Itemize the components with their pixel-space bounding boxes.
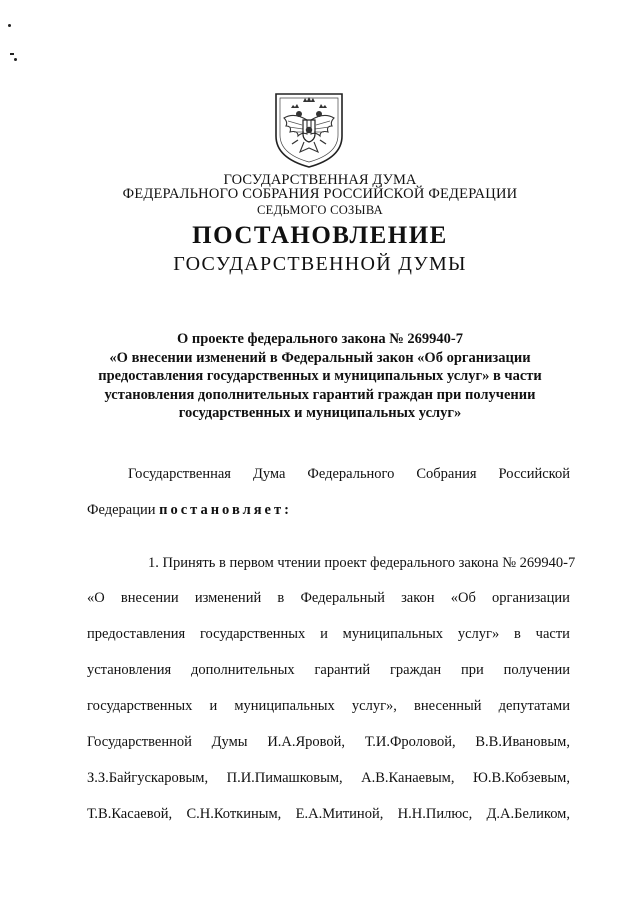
word: Д.А.Беликом, <box>486 806 570 822</box>
word: Российской <box>498 466 570 482</box>
word: А.В.Канаевым, <box>361 770 455 786</box>
word: услуг», <box>351 698 397 714</box>
word: в <box>514 626 521 642</box>
word: «О <box>87 590 105 606</box>
word: Собрания <box>416 466 477 482</box>
word: организации <box>492 590 570 606</box>
resolution-verb: постановляет: <box>159 502 292 518</box>
word: услуг» <box>457 626 500 642</box>
word: при <box>461 662 484 678</box>
word: Федерации <box>87 502 156 518</box>
word: И.А.Яровой, <box>267 734 346 750</box>
word: государственных <box>199 626 306 642</box>
item-1-line <box>87 626 570 643</box>
word: Ю.В.Кобзевым, <box>473 770 570 786</box>
word: Государственная <box>128 466 231 482</box>
word: части <box>535 626 570 642</box>
document-title: ПОСТАНОВЛЕНИЕ <box>192 222 448 249</box>
word: Н.Н.Пилюс, <box>397 806 473 822</box>
word: и <box>320 626 328 642</box>
preamble-line <box>87 502 292 519</box>
scan-speck <box>10 53 14 55</box>
bill-title-line: «О внесении изменений в Федеральный закон «Об организации <box>109 349 531 366</box>
word: Е.А.Митиной, <box>295 806 384 822</box>
item-1-line <box>87 662 570 679</box>
document-subtitle: ГОСУДАРСТВЕННОЙ ДУМЫ <box>173 253 467 275</box>
convocation: СЕДЬМОГО СОЗЫВА <box>257 203 383 217</box>
word: Государственной <box>87 734 192 750</box>
word: Федеральный <box>300 590 385 606</box>
parliament-name: ГОСУДАРСТВЕННАЯ ДУМА <box>223 172 417 188</box>
word: Т.В.Касаевой, <box>87 806 173 822</box>
word: муниципальных <box>234 698 335 714</box>
scan-speck <box>14 58 17 61</box>
word: Думы <box>211 734 248 750</box>
word: С.Н.Коткиным, <box>186 806 282 822</box>
word: внесенный <box>414 698 482 714</box>
word: З.З.Байгускаровым, <box>87 770 209 786</box>
preamble-line <box>128 466 570 483</box>
word: государственных <box>87 698 193 714</box>
scan-speck <box>8 24 11 27</box>
word: В.В.Ивановым, <box>475 734 570 750</box>
bill-title-line: О проекте федерального закона № 269940-7 <box>176 331 464 347</box>
federal-assembly-name: ФЕДЕРАЛЬНОГО СОБРАНИЯ РОССИЙСКОЙ ФЕДЕРАЦИИ <box>122 186 518 202</box>
word: установления <box>87 662 172 678</box>
bill-title-line: государственных и муниципальных услуг» <box>178 405 462 421</box>
item-1-line <box>87 770 570 787</box>
word: и <box>209 698 218 714</box>
bill-title-line: предоставления государственных и муниципальных услуг» в части <box>98 368 542 384</box>
word: Т.И.Фроловой, <box>364 734 456 750</box>
word: изменений <box>194 590 262 606</box>
word: Дума <box>252 466 286 482</box>
item-1-line <box>87 698 570 715</box>
word: депутатами <box>498 698 570 714</box>
word: граждан <box>389 662 442 678</box>
russian-coat-of-arms-icon <box>272 90 346 170</box>
word: «Об <box>450 590 476 606</box>
word: Федерального <box>307 466 395 482</box>
word: закон <box>401 590 435 606</box>
word: дополнительных <box>191 662 295 678</box>
item-1-line <box>87 806 570 823</box>
word: в <box>277 590 285 606</box>
bill-title <box>0 330 640 423</box>
item-1-line <box>87 590 570 607</box>
word: муниципальных <box>342 626 444 642</box>
bill-title-line: установления дополнительных гарантий граждан при получении <box>104 386 536 403</box>
item-1-first-line: 1. Принять в первом чтении проект федерального закона № 269940-7 <box>148 555 576 571</box>
word: предоставления <box>87 626 186 642</box>
word: П.И.Пимашковым, <box>226 770 343 786</box>
item-1-line <box>87 734 570 751</box>
word: получении <box>503 662 570 678</box>
word: гарантий <box>314 662 371 678</box>
word: внесении <box>120 590 179 606</box>
